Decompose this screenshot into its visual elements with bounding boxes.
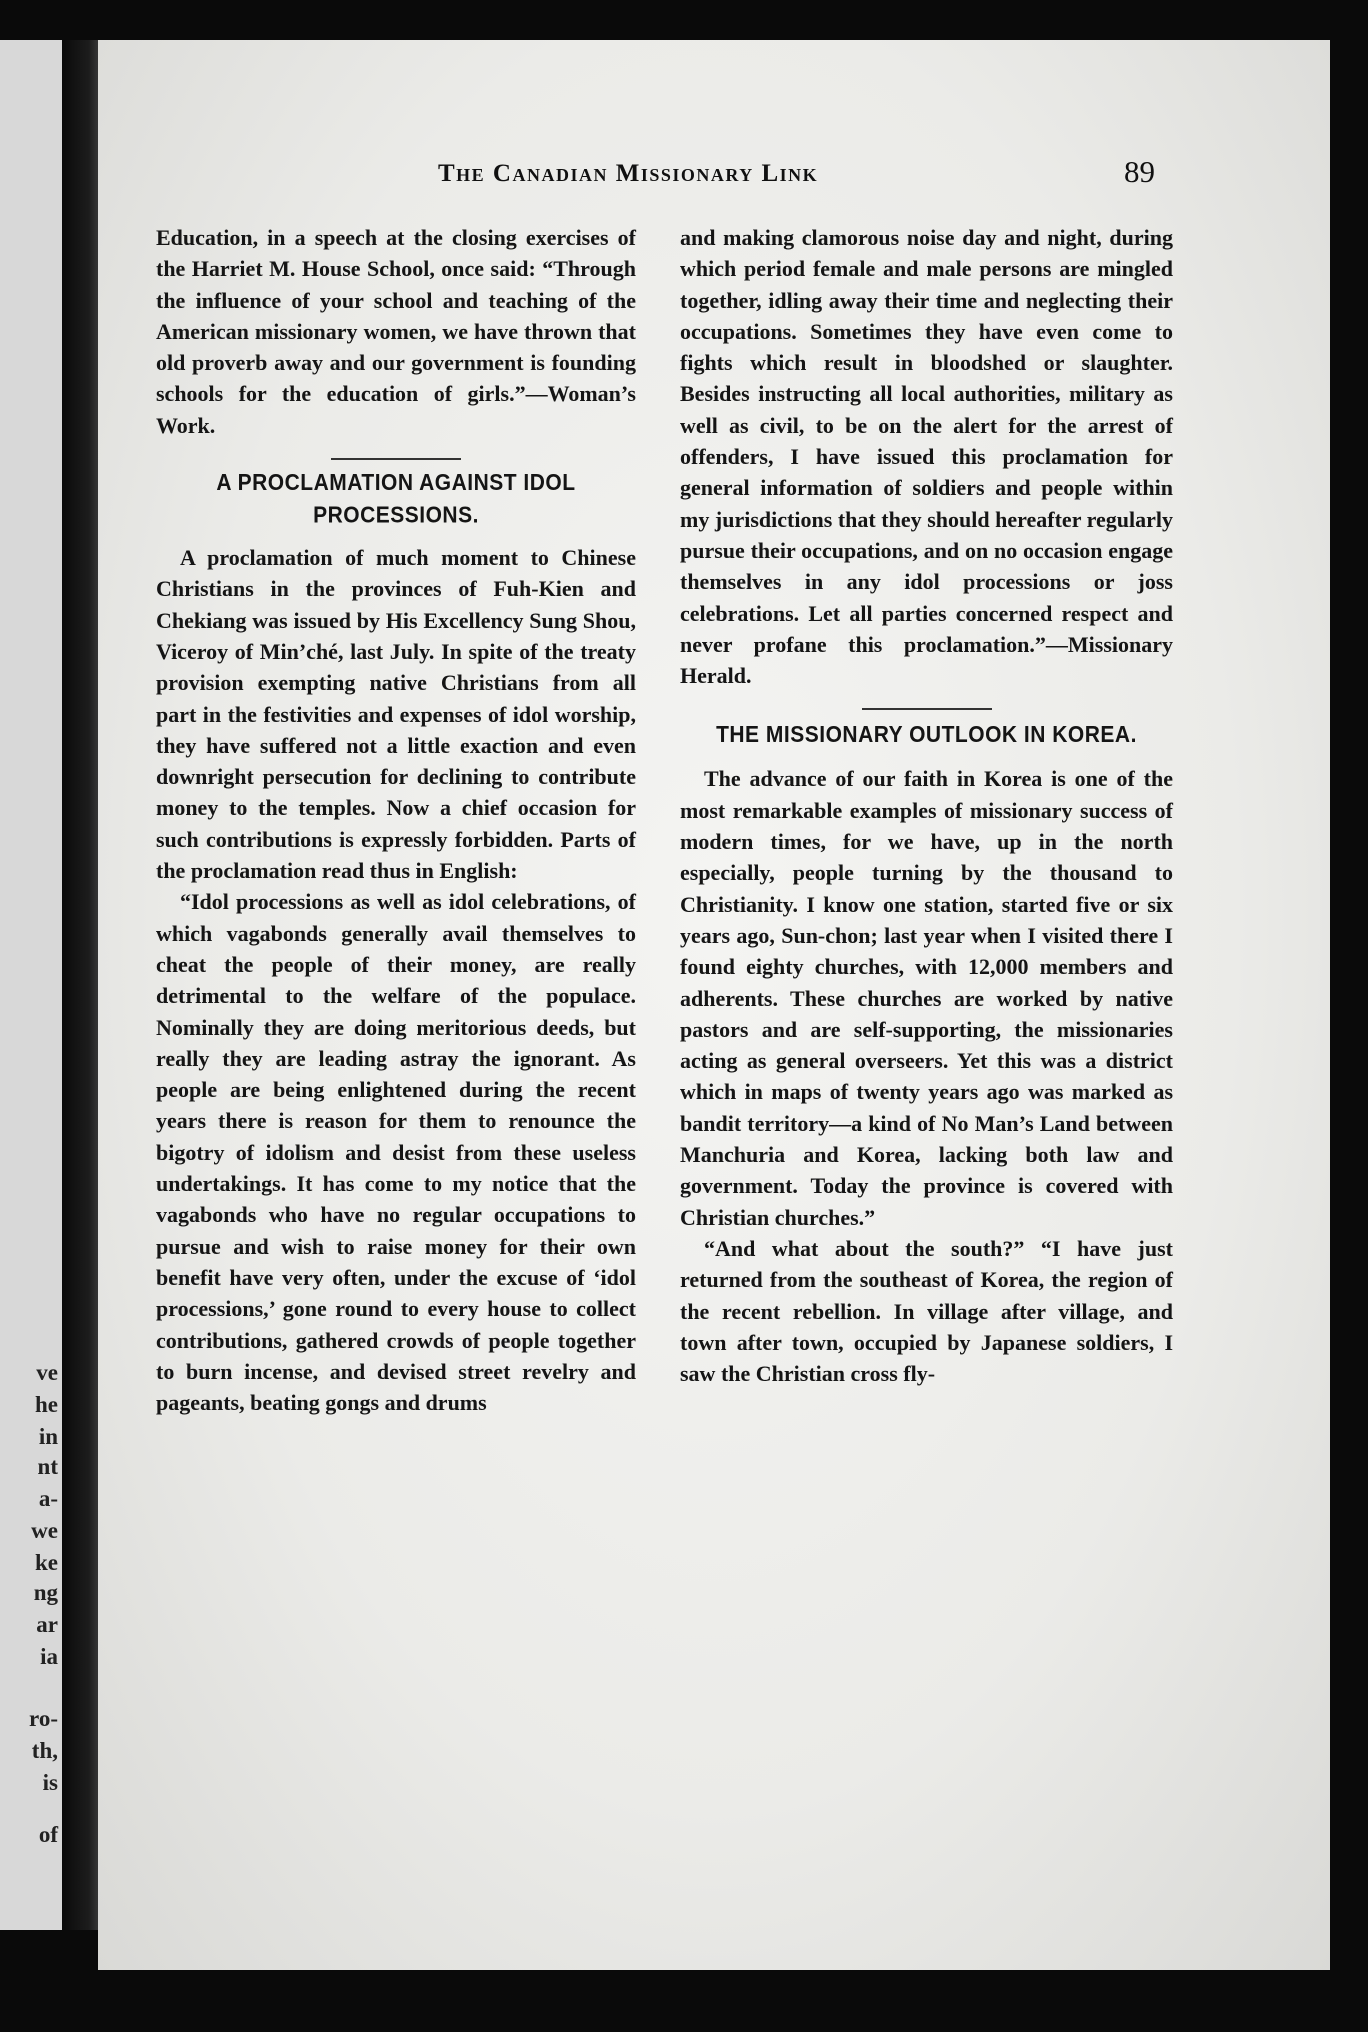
fragment: of (38, 1822, 58, 1847)
fragment: ke (35, 1550, 58, 1575)
page-number: 89 (1124, 154, 1155, 189)
fragment: th, (31, 1738, 58, 1763)
article-paragraph: “Idol processions as well as idol celebrations, of which vagabonds generally avail themselves to cheat the people of their money, are really detrimental to the welfare of the populace. Nominally they are doing meritorious deeds, but really they are leading astray the ignorant. As people are being enlightened during the recent years there is reason for them to renounce the bigotry of idolism and desist from these useless undertakings. It has come to my notice that the vagabonds who have no regular occupations to pursue and wish to raise money for their own benefit have very often, under the excuse of ‘idol processions,’ gone round to every house to collect contributions, gathered crowds of people together to burn incense, and devised street revelry and pageants, beating gongs and drums (156, 889, 636, 1416)
fragment: ng (33, 1580, 58, 1605)
fragment: he (35, 1392, 58, 1417)
journal-title: The Canadian Missionary Link (438, 160, 819, 187)
section-divider (331, 458, 461, 460)
fragment: ar (36, 1612, 58, 1637)
article-paragraph: The advance of our faith in Korea is one of the most remarkable examples of missionary success of modern times, for we have, up in the north especially, people turning by the thousand to Christianity. I know one station, started five or six years ago, Sun-chon; last year when I visited there I found eighty churches, with 12,000 members and adherents. These churches are worked by native pastors and are self-supporting, the missionaries acting as general overseers. Yet this was a district which in maps of twenty years ago was marked as bandit territory—a kind of No Man’s Land between Manchuria and Korea, lacking both law and government. Today the province is covered with Christian churches.” (680, 766, 1173, 1230)
right-column (680, 222, 1173, 1389)
previous-page-edge (0, 40, 62, 1930)
fragment: we (31, 1518, 58, 1543)
running-head (98, 154, 1330, 200)
fragment: in (38, 1424, 58, 1449)
article-paragraph: “And what about the south?” “I have just returned from the southeast of Korea, the region of the recent rebellion. In village after village, and town after town, occupied by Japanese soldiers, I saw the Christian cross fly- (680, 1235, 1173, 1387)
fragment: nt (37, 1454, 58, 1479)
fragment: is (42, 1770, 58, 1795)
intro-paragraph: Education, in a speech at the closing exercises of the Harriet M. House School, once said: “Through the influence of your school and teaching of the American missionary women, we have thrown that old proverb away and our government is founding schools for the education of girls.”—Woman’s Work. (156, 225, 636, 438)
fragment: ve (36, 1360, 58, 1385)
binding-gutter (62, 40, 100, 1930)
left-column (156, 222, 636, 1418)
article-paragraph: A proclamation of much moment to Chinese Christians in the provinces of Fuh-Kien and Chekiang was issued by His Excellency Sung Shou, Viceroy of Min’ché, last July. In spite of the treaty provision exempting native Christians from all part in the festivities and expenses of idol worship, they have suffered not a little exaction and even downright persecution for declining to contribute money to the temples. Now a chief occasion for such contributions is expressly forbidden. Parts of the proclamation read thus in English: (156, 545, 636, 884)
article-title: A PROCLAMATION AGAINST IDOL PROCESSIONS. (216, 469, 576, 529)
article-paragraph-continued: and making clamorous noise day and night, during which period female and male persons are mingled together, idling away their time and neglecting their occupations. Sometimes they have even come to fights which result in bloodshed or slaughter. Besides instructing all local authorities, military as well as civil, to be on the alert for the arrest of offenders, I have issued this proclamation for general information of soldiers and people within my jurisdictions that they should hereafter regularly pursue their occupations, and on no occasion engage themselves in any idol processions or joss celebrations. Let all parties concerned respect and never profane this proclamation.”—Missionary Herald. (680, 225, 1173, 689)
fragment: ro- (29, 1706, 58, 1731)
document-page (98, 40, 1330, 1970)
fragment: a- (38, 1486, 58, 1511)
article-title: THE MISSIONARY OUTLOOK IN KOREA. (716, 722, 1137, 748)
fragment: ia (40, 1644, 58, 1669)
section-divider (862, 708, 992, 710)
